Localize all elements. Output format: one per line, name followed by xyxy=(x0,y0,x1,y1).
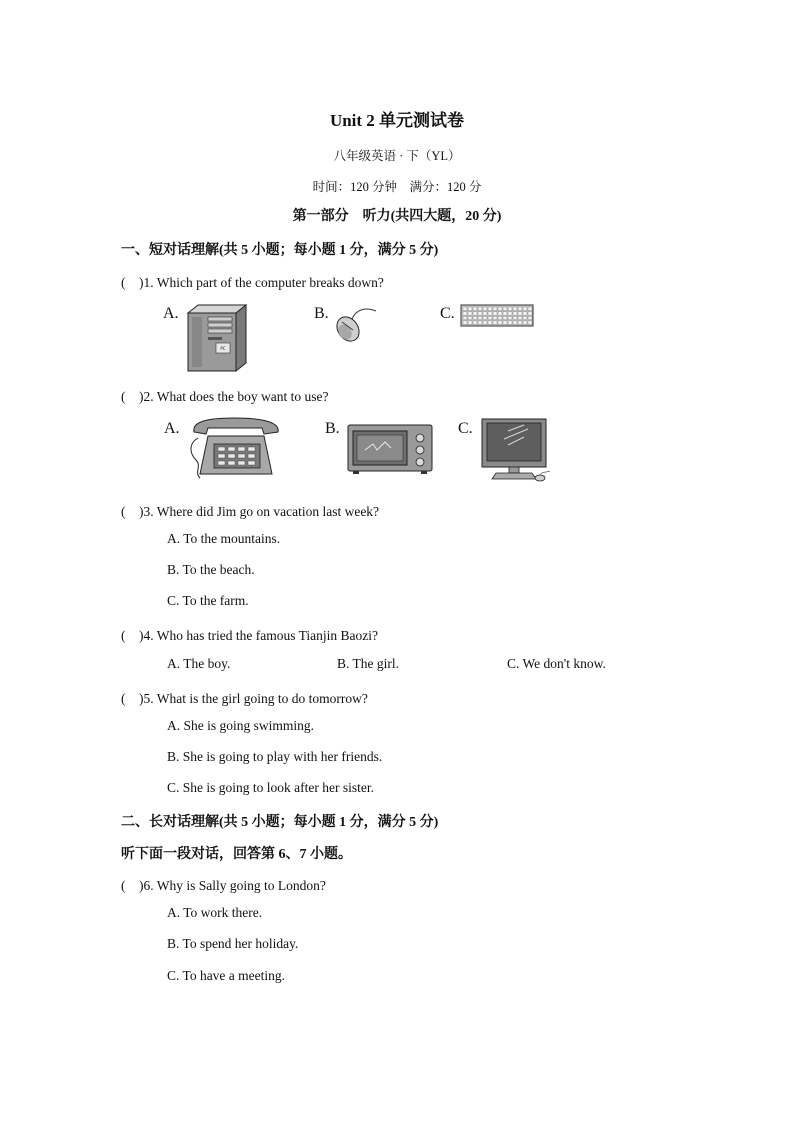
question-6-stem: ( )6. Why is Sally going to London? xyxy=(121,878,326,893)
telephone-icon xyxy=(188,414,284,480)
svg-text:PC: PC xyxy=(220,346,226,351)
q2-option-a-label: A. xyxy=(164,420,180,437)
question-1-stem: ( )1. Which part of the computer breaks down? xyxy=(121,275,384,290)
q5-option-a: A. She is going swimming. xyxy=(167,718,315,733)
q5-option-b: B. She is going to play with her friends. xyxy=(167,749,383,764)
exam-time-info: 时间：120 分钟 满分：120 分 xyxy=(312,180,482,194)
part-heading: 第一部分 听力(共四大题，20 分) xyxy=(292,209,502,224)
q2-option-b-label: B. xyxy=(325,420,340,437)
q6-option-a: A. To work there. xyxy=(167,905,263,920)
page-subtitle: 八年级英语 · 下（YL） xyxy=(333,149,461,163)
q6-option-c: C. To have a meeting. xyxy=(167,968,286,983)
q3-option-c: C. To the farm. xyxy=(167,593,249,608)
q3-option-a: A. To the mountains. xyxy=(167,531,281,546)
monitor-icon xyxy=(478,417,552,485)
desktop-tower-icon xyxy=(186,303,246,373)
q4-option-a: A. The boy. xyxy=(167,656,231,671)
question-5-stem: ( )5. What is the girl going to do tomorrow? xyxy=(121,691,368,706)
q1-option-c-label: C. xyxy=(440,305,455,322)
q5-option-c: C. She is going to look after her sister. xyxy=(167,780,374,795)
q2-option-c-label: C. xyxy=(458,420,473,437)
keyboard-icon xyxy=(460,304,534,328)
q1-option-b-label: B. xyxy=(314,305,329,322)
section2-heading: 二、长对话理解(共 5 小题；每小题 1 分，满分 5 分) xyxy=(121,815,439,830)
q1-option-a-label: A. xyxy=(163,305,179,322)
q4-option-b: B. The girl. xyxy=(337,656,399,671)
q6-option-b: B. To spend her holiday. xyxy=(167,936,299,951)
question-2-stem: ( )2. What does the boy want to use? xyxy=(121,389,329,404)
question-4-stem: ( )4. Who has tried the famous Tianjin Baozi? xyxy=(121,628,378,643)
page-title: Unit 2 单元测试卷 xyxy=(329,111,465,130)
section1-heading: 一、短对话理解(共 5 小题；每小题 1 分，满分 5 分) xyxy=(121,243,439,258)
q4-option-c: C. We don't know. xyxy=(507,656,606,671)
microwave-icon xyxy=(347,424,433,474)
mouse-icon xyxy=(334,305,378,345)
q3-option-b: B. To the beach. xyxy=(167,562,255,577)
question-3-stem: ( )3. Where did Jim go on vacation last week? xyxy=(121,504,380,519)
section2-instruction: 听下面一段对话，回答第 6、7 小题。 xyxy=(121,847,352,862)
